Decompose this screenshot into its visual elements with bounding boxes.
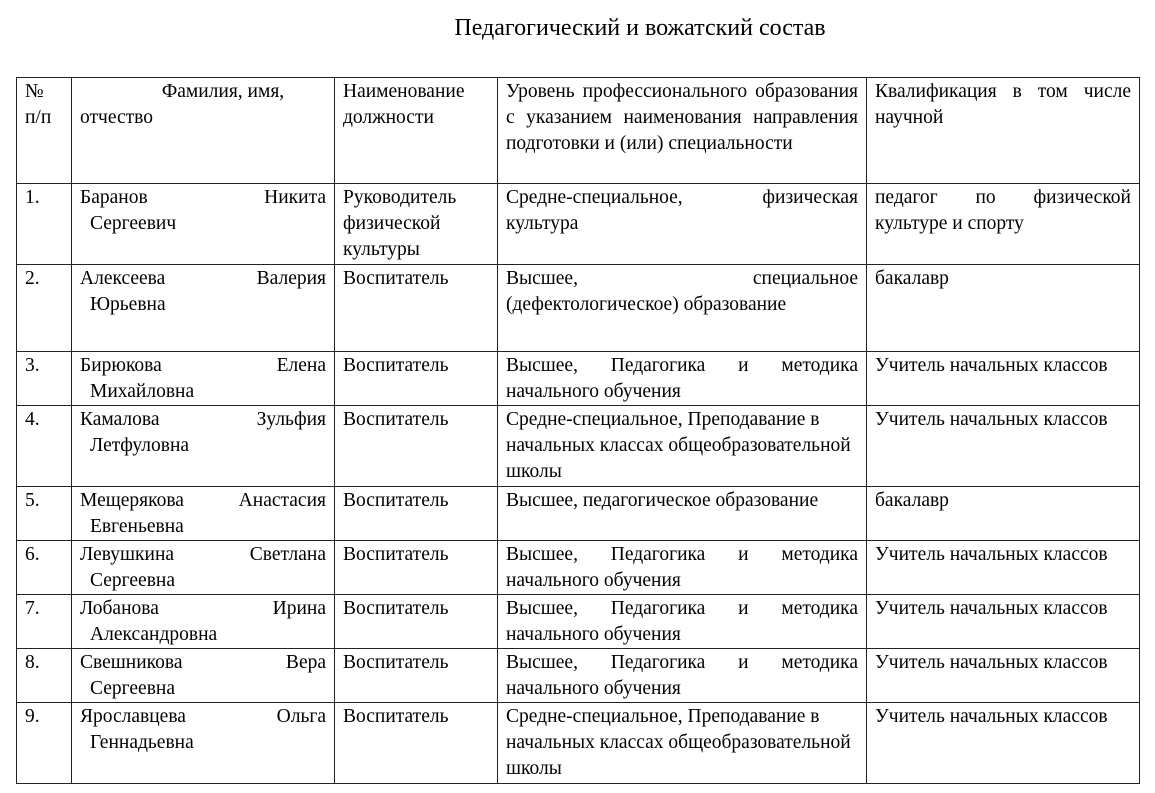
row-education: Средне-специальное, Преподавание в начальных классах общеобразовательной школы	[498, 406, 867, 487]
row-name	[72, 595, 335, 649]
row-position: Воспитатель	[335, 487, 498, 541]
name-last: Михайловна	[90, 381, 195, 402]
row-name	[72, 352, 335, 406]
row-num: 7.	[17, 595, 72, 649]
header-name	[72, 78, 335, 184]
header-name-line2: отчество	[80, 107, 153, 128]
row-position: Руководитель физической культуры	[335, 184, 498, 265]
name-first: Баранов Никита	[80, 187, 326, 208]
header-education: Уровень профессионального образования с указанием наименования направления подготовки и (или) специальности	[498, 78, 867, 184]
row-position: Воспитатель	[335, 595, 498, 649]
table-row	[17, 595, 1140, 649]
header-qualification: Квалификация в том числе научной	[867, 78, 1140, 184]
table-row	[17, 541, 1140, 595]
table-row	[17, 406, 1140, 487]
row-qualification: бакалавр	[867, 265, 1140, 352]
row-qualification: Учитель начальных классов	[867, 595, 1140, 649]
row-education: Высшее, Педагогика и методика начального обучения	[498, 352, 867, 406]
row-name	[72, 184, 335, 265]
row-education: Средне-специальное, Преподавание в начальных классах общеобразовательной школы	[498, 703, 867, 784]
row-position: Воспитатель	[335, 352, 498, 406]
name-last: Александровна	[90, 624, 218, 645]
table-row	[17, 352, 1140, 406]
row-num: 4.	[17, 406, 72, 487]
name-last: Геннадьевна	[90, 732, 194, 753]
row-education: Высшее, педагогическое образование	[498, 487, 867, 541]
row-name	[72, 541, 335, 595]
name-last: Юрьевна	[90, 294, 166, 315]
row-education: Высшее, Педагогика и методика начального обучения	[498, 541, 867, 595]
row-name	[72, 406, 335, 487]
row-name	[72, 703, 335, 784]
row-education: Высшее, Педагогика и методика начального обучения	[498, 595, 867, 649]
row-num: 8.	[17, 649, 72, 703]
name-first: Ярославцева Ольга	[80, 706, 326, 727]
row-num: 3.	[17, 352, 72, 406]
row-qualification: Учитель начальных классов	[867, 703, 1140, 784]
name-last: Сергеевна	[90, 678, 175, 699]
page-title: Педагогический и вожатский состав	[454, 15, 826, 41]
row-name	[72, 649, 335, 703]
table-header-row	[17, 78, 1140, 184]
row-qualification: Учитель начальных классов	[867, 352, 1140, 406]
name-first: Мещерякова Анастасия	[80, 490, 326, 511]
row-name	[72, 487, 335, 541]
row-qualification: бакалавр	[867, 487, 1140, 541]
staff-table	[16, 77, 1140, 784]
row-num: 5.	[17, 487, 72, 541]
row-num: 2.	[17, 265, 72, 352]
row-qualification: Учитель начальных классов	[867, 406, 1140, 487]
header-num: № п/п	[17, 78, 72, 184]
name-first: Левушкина Светлана	[80, 544, 326, 565]
name-last: Сергеевна	[90, 570, 175, 591]
table-row	[17, 265, 1140, 352]
name-last: Летфуловна	[90, 435, 190, 456]
name-first: Лобанова Ирина	[80, 598, 326, 619]
table-row	[17, 487, 1140, 541]
row-num: 9.	[17, 703, 72, 784]
name-first: Камалова Зульфия	[80, 409, 326, 430]
header-position: Наименование должности	[335, 78, 498, 184]
row-position: Воспитатель	[335, 406, 498, 487]
row-num: 1.	[17, 184, 72, 265]
row-education: Высшее, Педагогика и методика начального обучения	[498, 649, 867, 703]
row-position: Воспитатель	[335, 265, 498, 352]
row-position: Воспитатель	[335, 649, 498, 703]
name-first: Бирюкова Елена	[80, 355, 326, 376]
name-last: Сергеевич	[90, 213, 177, 234]
row-education: Высшее, специальное (дефектологическое) образование	[498, 265, 867, 352]
table-row	[17, 703, 1140, 784]
row-qualification: педагог по физической культуре и спорту	[867, 184, 1140, 265]
row-education: Средне-специальное, физическая культура	[498, 184, 867, 265]
row-name	[72, 265, 335, 352]
row-position: Воспитатель	[335, 541, 498, 595]
table-row	[17, 649, 1140, 703]
table-row	[17, 184, 1140, 265]
name-first: Свешникова Вера	[80, 652, 326, 673]
name-last: Евгеньевна	[90, 516, 184, 537]
row-num: 6.	[17, 541, 72, 595]
row-qualification: Учитель начальных классов	[867, 541, 1140, 595]
header-name-line1: Фамилия, имя,	[161, 81, 285, 102]
row-position: Воспитатель	[335, 703, 498, 784]
row-qualification: Учитель начальных классов	[867, 649, 1140, 703]
name-first: Алексеева Валерия	[80, 268, 326, 289]
